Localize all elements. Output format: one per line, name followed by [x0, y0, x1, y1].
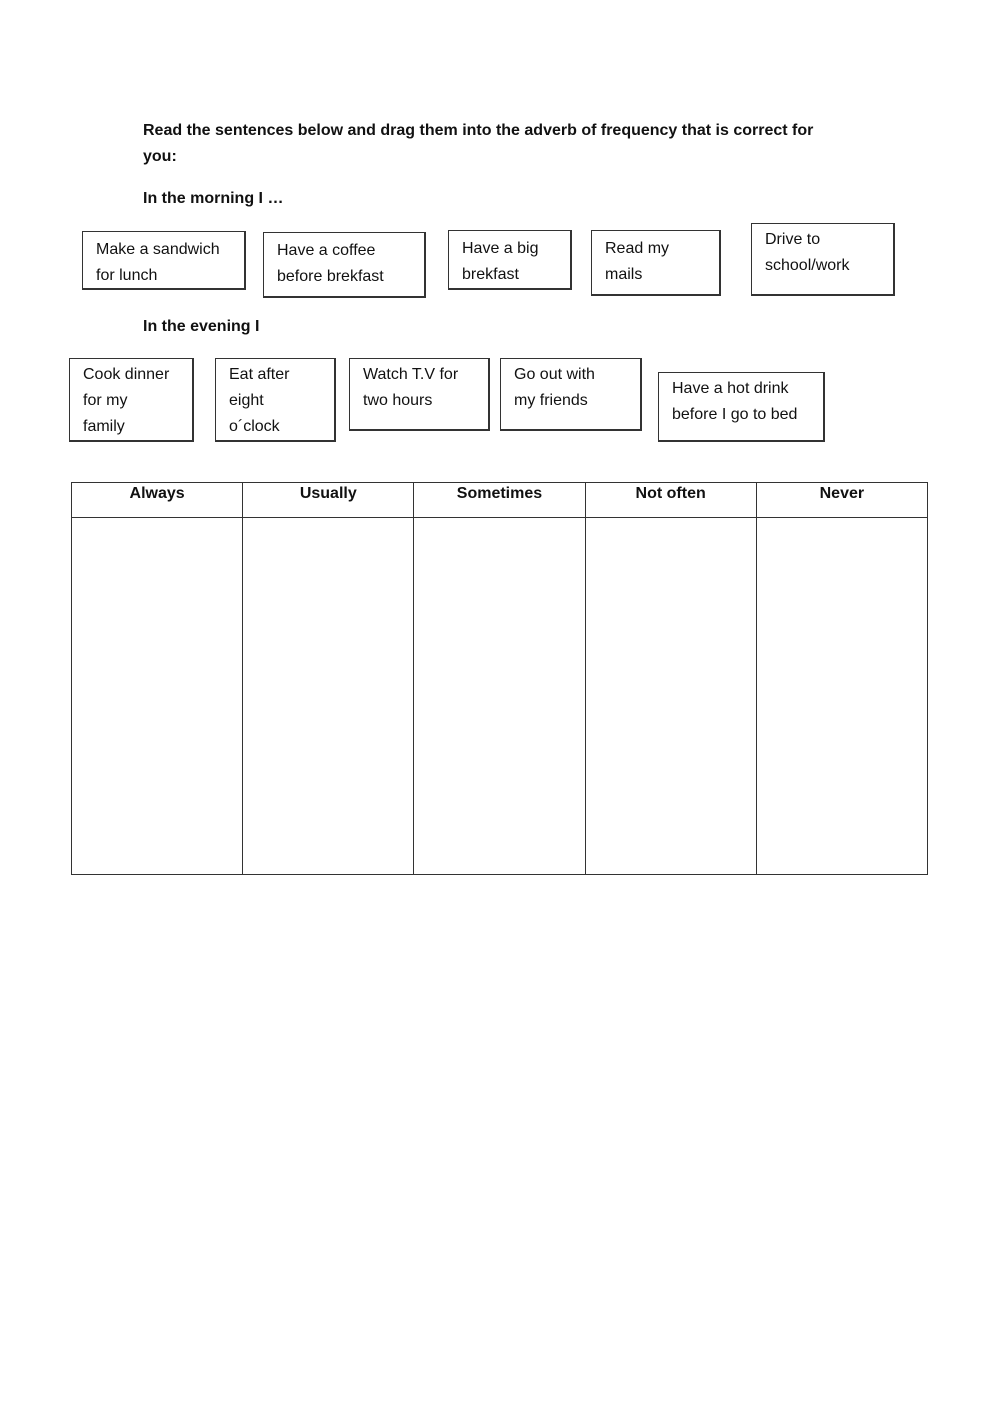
card-line: Go out with	[514, 366, 595, 383]
card-line: family	[83, 418, 125, 435]
card-line: mails	[605, 266, 643, 283]
column-header-sometimes: Sometimes	[414, 483, 585, 518]
card-line: Cook dinner	[83, 366, 170, 383]
column-header-never: Never	[756, 483, 927, 518]
card-watch-tv[interactable]	[349, 358, 490, 431]
column-header-always: Always	[72, 483, 243, 518]
card-line: Make a sandwich	[96, 241, 220, 258]
card-line: Have a coffee	[277, 242, 376, 259]
card-cook-dinner[interactable]	[69, 358, 194, 442]
card-hot-drink[interactable]	[658, 372, 825, 442]
instruction-text: Read the sentences below and drag them into the adverb of frequency that is correct for you:	[143, 122, 814, 165]
table-header-row	[72, 483, 928, 518]
frequency-table	[71, 482, 928, 875]
card-line: o´clock	[229, 418, 280, 435]
card-line: before I go to bed	[672, 406, 798, 423]
card-line: before brekfast	[277, 268, 384, 285]
card-line: for my	[83, 392, 128, 409]
card-line: Read my	[605, 240, 670, 257]
card-line: for lunch	[96, 267, 158, 284]
column-header-usually: Usually	[243, 483, 414, 518]
morning-heading: In the morning I …	[143, 190, 284, 207]
drop-zone-always[interactable]	[72, 518, 243, 875]
card-line: school/work	[765, 257, 850, 274]
drop-zone-never[interactable]	[756, 518, 927, 875]
card-line: Have a big	[462, 240, 539, 257]
card-make-sandwich[interactable]	[82, 231, 246, 290]
card-line: two hours	[363, 392, 433, 409]
card-line: Watch T.V for	[363, 366, 459, 383]
card-go-out-with-friends[interactable]	[500, 358, 642, 431]
card-coffee-before-breakfast[interactable]	[263, 232, 426, 298]
card-line: Have a hot drink	[672, 380, 789, 397]
card-line: brekfast	[462, 266, 519, 283]
drop-zone-usually[interactable]	[243, 518, 414, 875]
card-eat-after-eight[interactable]	[215, 358, 336, 442]
card-big-breakfast[interactable]	[448, 230, 572, 290]
card-drive-to-school[interactable]	[751, 223, 895, 296]
card-read-mails[interactable]	[591, 230, 721, 296]
drop-zone-row	[72, 518, 928, 875]
drop-zone-sometimes[interactable]	[414, 518, 585, 875]
card-line: my friends	[514, 392, 588, 409]
drop-zone-not-often[interactable]	[585, 518, 756, 875]
evening-heading: In the evening I	[143, 318, 260, 335]
column-header-not-often: Not often	[585, 483, 756, 518]
card-line: Drive to	[765, 231, 821, 248]
card-line: Eat after	[229, 366, 290, 383]
card-line: eight	[229, 392, 264, 409]
